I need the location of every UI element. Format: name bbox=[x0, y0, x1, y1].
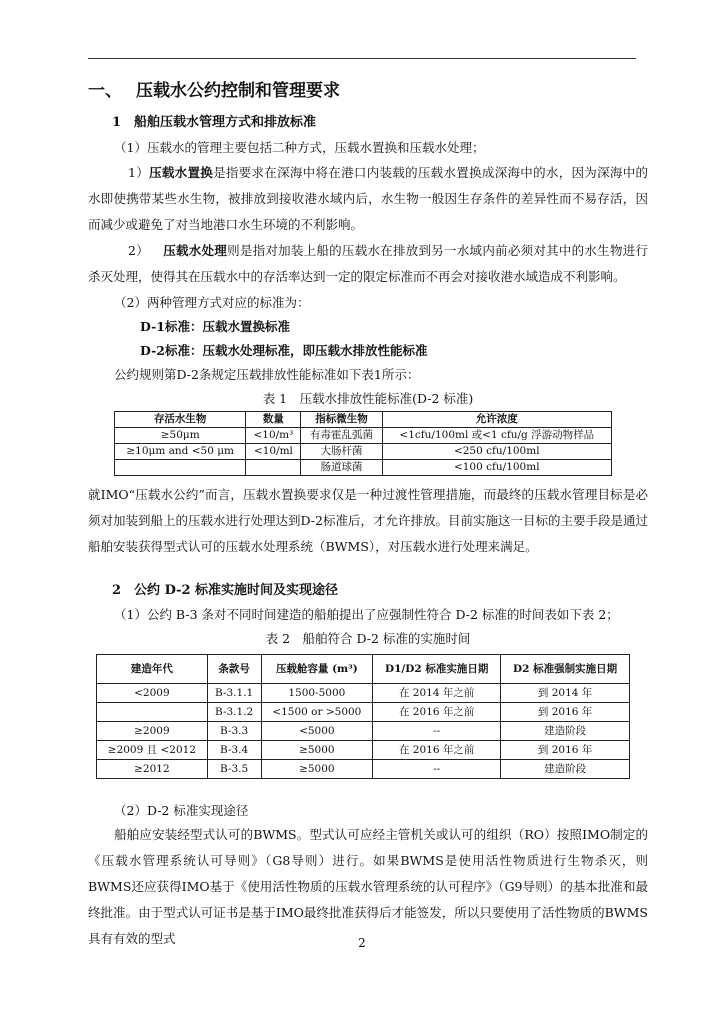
paragraph: 船舶应安装经型式认可的BWMS。型式认可应经主管机关或认可的组织（RO）按照IMO制定的《压载水管理系统认可导则》（G8导则）进行。如果BWMS是使用活性物质进行生物杀灭，则BWMS还应获得IMO基于《使用活性物质的压载水管理系统的认可程序》（G9导则）的基本批准和最终批准。由于型式认可证书是基于IMO最终批准获得后才能签发，所以只要使用了活性物质的BWMS具有有效的型式 bbox=[88, 827, 648, 946]
paragraph: （2）两种管理方式对应的标准为： bbox=[114, 295, 310, 310]
paragraph: （2）D-2 标准实现途径 bbox=[114, 803, 249, 818]
term-treatment: 压载水处理 bbox=[162, 243, 228, 258]
standard-d1: D-1标准：压载水置换标准 bbox=[140, 319, 290, 334]
table-row: ≥2009 且 <2012 B-3.4 ≥5000 在 2016 年之前 到 2016 年 bbox=[97, 741, 630, 760]
table1-caption: 表 1 压载水排放性能标准(D-2 标准) bbox=[262, 391, 474, 406]
section-number: 一、 bbox=[88, 81, 122, 101]
section-heading bbox=[88, 78, 648, 104]
paragraph: 公约规则第D-2条规定压载排放性能标准如下表1所示： bbox=[114, 367, 420, 382]
term-exchange: 压载水置换 bbox=[149, 165, 214, 180]
table-header-row: 存活水生物 数量 指标微生物 允许浓度 bbox=[115, 412, 612, 428]
paragraph-exchange: 1）压载水置换是指要求在深海中将在港口内装载的压载水置换成深海中的水，因为深海中的水即使携带某些水生物，被排放到接收港水域内后，水生物一般因生存条件的差异性而不易存活，因而减少或避免了对当地港口水生环境的不利影响。 bbox=[88, 165, 648, 232]
paragraph: 就IMO“压载水公约”而言，压载水置换要求仅是一种过渡性管理措施，而最终的压载水管理目标是必须对加装到船上的压载水进行处理达到D-2标准后，才允许排放。目前实施这一目标的主要手段是通过船舶安装获得型式认可的压载水处理系统（BWMS），对压载水进行处理来满足。 bbox=[88, 487, 648, 554]
table2 bbox=[96, 654, 630, 779]
paragraph-treatment: 2） 压载水处理则是指对加装上船的压载水在排放到另一水域内前必须对其中的水生物进行杀灭处理，使得其在压载水中的存活率达到一定的限定标准而不再会对接收港水域造成不利影响。 bbox=[88, 243, 648, 284]
subsection-heading: 2 公约 D-2 标准实施时间及实现途径 bbox=[112, 583, 339, 598]
table1 bbox=[114, 411, 612, 476]
paragraph: （1）公约 B-3 条对不同时间建造的船舶提出了应强制性符合 D-2 标准的时间表如下表 2； bbox=[114, 607, 619, 622]
paragraph: （1）压载水的管理主要包括二种方式，压载水置换和压载水处理； bbox=[114, 140, 485, 155]
table2-caption: 表 2 船舶符合 D-2 标准的实施时间 bbox=[265, 631, 471, 646]
table-row: ≥2009 B-3.3 <5000 -- 建造阶段 bbox=[97, 722, 630, 741]
header-rule bbox=[88, 58, 636, 59]
section-title: 压载水公约控制和管理要求 bbox=[136, 81, 340, 101]
table-header-row: 建造年代 条款号 压载舱容量 (m³) D1/D2 标准实施日期 D2 标准强制实施日期 bbox=[97, 655, 630, 684]
table-row: 肠道球菌 <100 cfu/100ml bbox=[115, 460, 612, 476]
table-row: ≥2012 B-3.5 ≥5000 -- 建造阶段 bbox=[97, 760, 630, 779]
subsection-heading: 1 船舶压载水管理方式和排放标准 bbox=[112, 115, 317, 130]
table-row: B-3.1.2 <1500 or >5000 在 2016 年之前 到 2016 年 bbox=[97, 703, 630, 722]
page-number: 2 bbox=[358, 936, 366, 950]
table-row: ≥50μm <10/m³ 有毒霍乱弧菌 <1cfu/100ml 或<1 cfu/g 浮游动物样品 bbox=[115, 428, 612, 444]
standard-d2: D-2标准：压载水处理标准，即压载水排放性能标准 bbox=[140, 343, 428, 358]
table-row: <2009 B-3.1.1 1500-5000 在 2014 年之前 到 2014 年 bbox=[97, 684, 630, 703]
table-row: ≥10μm and <50 μm <10/ml 大肠杆菌 <250 cfu/100ml bbox=[115, 444, 612, 460]
